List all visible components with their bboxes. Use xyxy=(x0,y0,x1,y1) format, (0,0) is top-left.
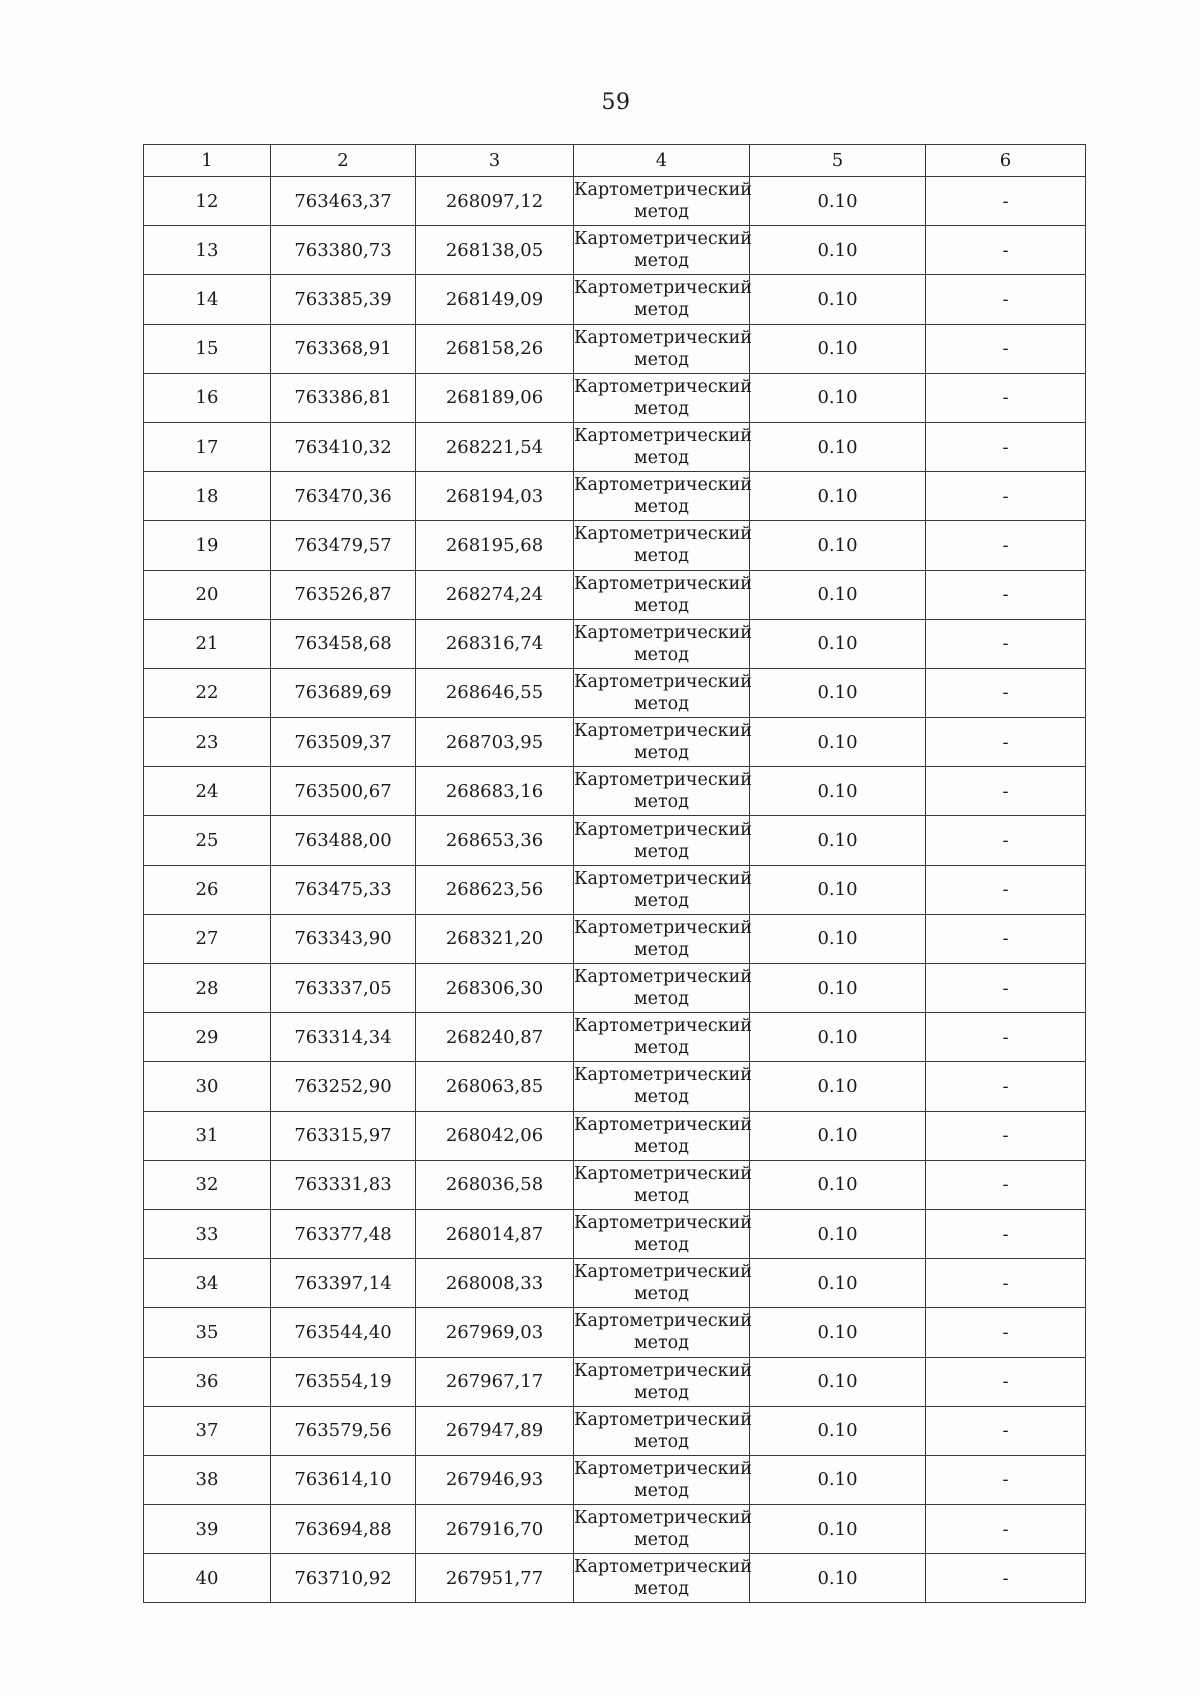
x-coordinate-cell: 763479,57 xyxy=(271,521,416,570)
method-line-1: Картометрический xyxy=(574,721,752,742)
y-coordinate-cell: 268042,06 xyxy=(416,1111,574,1160)
y-coordinate-cell: 268158,26 xyxy=(416,324,574,373)
accuracy-cell: 0.10 xyxy=(750,1308,926,1357)
method-line-1: Картометрический xyxy=(574,376,752,397)
note-cell: - xyxy=(926,1357,1086,1406)
method-line-1: Картометрический xyxy=(574,622,752,643)
table-row xyxy=(144,1160,1086,1209)
method-line-2: метод xyxy=(634,1136,689,1157)
x-coordinate-cell: 763526,87 xyxy=(271,570,416,619)
method-line-1: Картометрический xyxy=(574,1262,752,1283)
note-cell: - xyxy=(926,914,1086,963)
method-line-1: Картометрический xyxy=(574,524,752,545)
method-line-1: Картометрический xyxy=(574,1557,752,1578)
point-number-cell: 13 xyxy=(144,226,271,275)
x-coordinate-cell: 763252,90 xyxy=(271,1062,416,1111)
note-cell: - xyxy=(926,1111,1086,1160)
y-coordinate-cell: 268149,09 xyxy=(416,275,574,324)
method-line-1: Картометрический xyxy=(574,671,752,692)
x-coordinate-cell: 763343,90 xyxy=(271,914,416,963)
method-line-2: метод xyxy=(634,890,689,911)
accuracy-cell: 0.10 xyxy=(750,1013,926,1062)
y-coordinate-cell: 268703,95 xyxy=(416,718,574,767)
note-cell: - xyxy=(926,1455,1086,1504)
table-row xyxy=(144,1308,1086,1357)
note-cell: - xyxy=(926,718,1086,767)
method-line-2: метод xyxy=(634,546,689,567)
method-cell xyxy=(574,865,750,914)
x-coordinate-cell: 763579,56 xyxy=(271,1406,416,1455)
y-coordinate-cell: 267951,77 xyxy=(416,1554,574,1603)
accuracy-cell: 0.10 xyxy=(750,619,926,668)
x-coordinate-cell: 763377,48 xyxy=(271,1209,416,1258)
method-line-1: Картометрический xyxy=(574,180,752,201)
note-cell: - xyxy=(926,1259,1086,1308)
point-number-cell: 18 xyxy=(144,472,271,521)
table-row xyxy=(144,1406,1086,1455)
table-row xyxy=(144,373,1086,422)
method-line-1: Картометрический xyxy=(574,278,752,299)
y-coordinate-cell: 268195,68 xyxy=(416,521,574,570)
point-number-cell: 15 xyxy=(144,324,271,373)
method-cell xyxy=(574,914,750,963)
method-line-2: метод xyxy=(634,300,689,321)
method-line-1: Картометрический xyxy=(574,327,752,348)
x-coordinate-cell: 763314,34 xyxy=(271,1013,416,1062)
method-line-1: Картометрический xyxy=(574,1360,752,1381)
method-cell xyxy=(574,964,750,1013)
note-cell: - xyxy=(926,275,1086,324)
accuracy-cell: 0.10 xyxy=(750,1209,926,1258)
accuracy-cell: 0.10 xyxy=(750,1111,926,1160)
accuracy-cell: 0.10 xyxy=(750,373,926,422)
method-line-1: Картометрический xyxy=(574,1409,752,1430)
table-row xyxy=(144,422,1086,471)
method-cell xyxy=(574,1455,750,1504)
point-number-cell: 20 xyxy=(144,570,271,619)
point-number-cell: 40 xyxy=(144,1554,271,1603)
note-cell: - xyxy=(926,1308,1086,1357)
note-cell: - xyxy=(926,373,1086,422)
y-coordinate-cell: 267967,17 xyxy=(416,1357,574,1406)
x-coordinate-cell: 763386,81 xyxy=(271,373,416,422)
x-coordinate-cell: 763689,69 xyxy=(271,668,416,717)
point-number-cell: 25 xyxy=(144,816,271,865)
method-line-2: метод xyxy=(634,792,689,813)
table-row xyxy=(144,1209,1086,1258)
method-cell xyxy=(574,1357,750,1406)
note-cell: - xyxy=(926,177,1086,226)
note-cell: - xyxy=(926,865,1086,914)
point-number-cell: 32 xyxy=(144,1160,271,1209)
method-cell xyxy=(574,226,750,275)
column-header-6: 6 xyxy=(926,145,1086,177)
y-coordinate-cell: 268221,54 xyxy=(416,422,574,471)
y-coordinate-cell: 268014,87 xyxy=(416,1209,574,1258)
x-coordinate-cell: 763488,00 xyxy=(271,816,416,865)
note-cell: - xyxy=(926,1062,1086,1111)
accuracy-cell: 0.10 xyxy=(750,718,926,767)
method-line-1: Картометрический xyxy=(574,1016,752,1037)
x-coordinate-cell: 763368,91 xyxy=(271,324,416,373)
method-line-2: метод xyxy=(634,595,689,616)
method-line-1: Картометрический xyxy=(574,1213,752,1234)
method-line-1: Картометрический xyxy=(574,819,752,840)
method-line-1: Картометрический xyxy=(574,917,752,938)
point-number-cell: 12 xyxy=(144,177,271,226)
note-cell: - xyxy=(926,668,1086,717)
accuracy-cell: 0.10 xyxy=(750,177,926,226)
x-coordinate-cell: 763397,14 xyxy=(271,1259,416,1308)
method-line-2: метод xyxy=(634,743,689,764)
point-number-cell: 33 xyxy=(144,1209,271,1258)
method-cell xyxy=(574,668,750,717)
y-coordinate-cell: 268306,30 xyxy=(416,964,574,1013)
table-row xyxy=(144,1259,1086,1308)
method-line-2: метод xyxy=(634,1087,689,1108)
note-cell: - xyxy=(926,1406,1086,1455)
table-row xyxy=(144,964,1086,1013)
method-line-2: метод xyxy=(634,693,689,714)
x-coordinate-cell: 763410,32 xyxy=(271,422,416,471)
method-cell xyxy=(574,767,750,816)
point-number-cell: 22 xyxy=(144,668,271,717)
method-cell xyxy=(574,1062,750,1111)
method-line-1: Картометрический xyxy=(574,1311,752,1332)
note-cell: - xyxy=(926,1209,1086,1258)
method-line-2: метод xyxy=(634,497,689,518)
method-line-2: метод xyxy=(634,1431,689,1452)
point-number-cell: 24 xyxy=(144,767,271,816)
note-cell: - xyxy=(926,422,1086,471)
method-line-2: метод xyxy=(634,644,689,665)
column-header-4: 4 xyxy=(574,145,750,177)
method-cell xyxy=(574,373,750,422)
accuracy-cell: 0.10 xyxy=(750,422,926,471)
method-cell xyxy=(574,177,750,226)
method-line-1: Картометрический xyxy=(574,1065,752,1086)
accuracy-cell: 0.10 xyxy=(750,472,926,521)
column-header-2: 2 xyxy=(271,145,416,177)
table-row xyxy=(144,177,1086,226)
accuracy-cell: 0.10 xyxy=(750,1406,926,1455)
x-coordinate-cell: 763380,73 xyxy=(271,226,416,275)
note-cell: - xyxy=(926,964,1086,1013)
table-row xyxy=(144,1357,1086,1406)
accuracy-cell: 0.10 xyxy=(750,324,926,373)
y-coordinate-cell: 267969,03 xyxy=(416,1308,574,1357)
method-cell xyxy=(574,1013,750,1062)
method-line-2: метод xyxy=(634,1333,689,1354)
method-line-2: метод xyxy=(634,251,689,272)
note-cell: - xyxy=(926,1505,1086,1554)
y-coordinate-cell: 268316,74 xyxy=(416,619,574,668)
method-line-1: Картометрический xyxy=(574,1508,752,1529)
point-number-cell: 30 xyxy=(144,1062,271,1111)
y-coordinate-cell: 268653,36 xyxy=(416,816,574,865)
table-row xyxy=(144,275,1086,324)
note-cell: - xyxy=(926,619,1086,668)
point-number-cell: 26 xyxy=(144,865,271,914)
accuracy-cell: 0.10 xyxy=(750,668,926,717)
x-coordinate-cell: 763554,19 xyxy=(271,1357,416,1406)
x-coordinate-cell: 763475,33 xyxy=(271,865,416,914)
y-coordinate-cell: 268063,85 xyxy=(416,1062,574,1111)
method-cell xyxy=(574,1406,750,1455)
method-line-1: Картометрический xyxy=(574,426,752,447)
accuracy-cell: 0.10 xyxy=(750,1259,926,1308)
table-row xyxy=(144,1505,1086,1554)
note-cell: - xyxy=(926,1160,1086,1209)
method-line-1: Картометрический xyxy=(574,967,752,988)
accuracy-cell: 0.10 xyxy=(750,1160,926,1209)
table-row xyxy=(144,1111,1086,1160)
x-coordinate-cell: 763544,40 xyxy=(271,1308,416,1357)
method-line-2: метод xyxy=(634,202,689,223)
method-line-2: метод xyxy=(634,1382,689,1403)
method-line-2: метод xyxy=(634,1235,689,1256)
table-body xyxy=(144,177,1086,1603)
note-cell: - xyxy=(926,1013,1086,1062)
method-cell xyxy=(574,1505,750,1554)
note-cell: - xyxy=(926,767,1086,816)
note-cell: - xyxy=(926,1554,1086,1603)
method-cell xyxy=(574,619,750,668)
method-cell xyxy=(574,718,750,767)
point-number-cell: 27 xyxy=(144,914,271,963)
accuracy-cell: 0.10 xyxy=(750,964,926,1013)
method-line-2: метод xyxy=(634,398,689,419)
method-line-1: Картометрический xyxy=(574,229,752,250)
y-coordinate-cell: 268240,87 xyxy=(416,1013,574,1062)
x-coordinate-cell: 763458,68 xyxy=(271,619,416,668)
y-coordinate-cell: 268008,33 xyxy=(416,1259,574,1308)
method-cell xyxy=(574,275,750,324)
method-cell xyxy=(574,1111,750,1160)
y-coordinate-cell: 267916,70 xyxy=(416,1505,574,1554)
accuracy-cell: 0.10 xyxy=(750,767,926,816)
method-line-1: Картометрический xyxy=(574,868,752,889)
y-coordinate-cell: 268683,16 xyxy=(416,767,574,816)
column-header-3: 3 xyxy=(416,145,574,177)
method-cell xyxy=(574,472,750,521)
method-line-1: Картометрический xyxy=(574,1458,752,1479)
note-cell: - xyxy=(926,570,1086,619)
method-line-2: метод xyxy=(634,1284,689,1305)
page-number: 59 xyxy=(601,90,631,115)
accuracy-cell: 0.10 xyxy=(750,521,926,570)
method-cell xyxy=(574,1554,750,1603)
accuracy-cell: 0.10 xyxy=(750,570,926,619)
table-row xyxy=(144,1554,1086,1603)
accuracy-cell: 0.10 xyxy=(750,1357,926,1406)
method-line-2: метод xyxy=(634,448,689,469)
point-number-cell: 39 xyxy=(144,1505,271,1554)
table-row xyxy=(144,472,1086,521)
point-number-cell: 23 xyxy=(144,718,271,767)
point-number-cell: 16 xyxy=(144,373,271,422)
note-cell: - xyxy=(926,324,1086,373)
note-cell: - xyxy=(926,472,1086,521)
table-row xyxy=(144,570,1086,619)
note-cell: - xyxy=(926,816,1086,865)
y-coordinate-cell: 268036,58 xyxy=(416,1160,574,1209)
method-line-2: метод xyxy=(634,1480,689,1501)
method-line-2: метод xyxy=(634,1530,689,1551)
y-coordinate-cell: 267946,93 xyxy=(416,1455,574,1504)
method-cell xyxy=(574,816,750,865)
column-header-1: 1 xyxy=(144,145,271,177)
table-row xyxy=(144,1062,1086,1111)
x-coordinate-cell: 763315,97 xyxy=(271,1111,416,1160)
point-number-cell: 21 xyxy=(144,619,271,668)
y-coordinate-cell: 268194,03 xyxy=(416,472,574,521)
accuracy-cell: 0.10 xyxy=(750,914,926,963)
table-row xyxy=(144,718,1086,767)
method-line-1: Картометрический xyxy=(574,1163,752,1184)
x-coordinate-cell: 763331,83 xyxy=(271,1160,416,1209)
method-line-2: метод xyxy=(634,1185,689,1206)
point-number-cell: 31 xyxy=(144,1111,271,1160)
table-header-row xyxy=(144,145,1086,177)
table-row xyxy=(144,1455,1086,1504)
method-cell xyxy=(574,570,750,619)
method-line-1: Картометрический xyxy=(574,1114,752,1135)
point-number-cell: 35 xyxy=(144,1308,271,1357)
note-cell: - xyxy=(926,521,1086,570)
table-row xyxy=(144,226,1086,275)
table-row xyxy=(144,816,1086,865)
table-row xyxy=(144,668,1086,717)
point-number-cell: 28 xyxy=(144,964,271,1013)
point-number-cell: 36 xyxy=(144,1357,271,1406)
y-coordinate-cell: 268138,05 xyxy=(416,226,574,275)
y-coordinate-cell: 268321,20 xyxy=(416,914,574,963)
method-line-1: Картометрический xyxy=(574,573,752,594)
table-row xyxy=(144,914,1086,963)
x-coordinate-cell: 763710,92 xyxy=(271,1554,416,1603)
point-number-cell: 34 xyxy=(144,1259,271,1308)
x-coordinate-cell: 763614,10 xyxy=(271,1455,416,1504)
method-cell xyxy=(574,422,750,471)
method-cell xyxy=(574,324,750,373)
method-cell xyxy=(574,1308,750,1357)
method-line-1: Картометрический xyxy=(574,770,752,791)
accuracy-cell: 0.10 xyxy=(750,1062,926,1111)
y-coordinate-cell: 268189,06 xyxy=(416,373,574,422)
x-coordinate-cell: 763337,05 xyxy=(271,964,416,1013)
point-number-cell: 38 xyxy=(144,1455,271,1504)
table-row xyxy=(144,521,1086,570)
y-coordinate-cell: 267947,89 xyxy=(416,1406,574,1455)
coordinates-table xyxy=(143,144,1086,1603)
method-line-2: метод xyxy=(634,1579,689,1600)
x-coordinate-cell: 763463,37 xyxy=(271,177,416,226)
y-coordinate-cell: 268623,56 xyxy=(416,865,574,914)
method-line-2: метод xyxy=(634,939,689,960)
accuracy-cell: 0.10 xyxy=(750,816,926,865)
table-row xyxy=(144,865,1086,914)
x-coordinate-cell: 763694,88 xyxy=(271,1505,416,1554)
accuracy-cell: 0.10 xyxy=(750,1554,926,1603)
table-row xyxy=(144,767,1086,816)
method-line-2: метод xyxy=(634,349,689,370)
accuracy-cell: 0.10 xyxy=(750,226,926,275)
point-number-cell: 37 xyxy=(144,1406,271,1455)
point-number-cell: 14 xyxy=(144,275,271,324)
table-row xyxy=(144,324,1086,373)
method-cell xyxy=(574,1259,750,1308)
y-coordinate-cell: 268646,55 xyxy=(416,668,574,717)
y-coordinate-cell: 268274,24 xyxy=(416,570,574,619)
method-cell xyxy=(574,521,750,570)
accuracy-cell: 0.10 xyxy=(750,1455,926,1504)
point-number-cell: 17 xyxy=(144,422,271,471)
accuracy-cell: 0.10 xyxy=(750,865,926,914)
point-number-cell: 19 xyxy=(144,521,271,570)
table-row xyxy=(144,1013,1086,1062)
method-line-2: метод xyxy=(634,989,689,1010)
x-coordinate-cell: 763509,37 xyxy=(271,718,416,767)
method-line-1: Картометрический xyxy=(574,475,752,496)
accuracy-cell: 0.10 xyxy=(750,275,926,324)
point-number-cell: 29 xyxy=(144,1013,271,1062)
x-coordinate-cell: 763385,39 xyxy=(271,275,416,324)
table-row xyxy=(144,619,1086,668)
method-line-2: метод xyxy=(634,841,689,862)
x-coordinate-cell: 763500,67 xyxy=(271,767,416,816)
method-cell xyxy=(574,1209,750,1258)
note-cell: - xyxy=(926,226,1086,275)
method-cell xyxy=(574,1160,750,1209)
accuracy-cell: 0.10 xyxy=(750,1505,926,1554)
column-header-5: 5 xyxy=(750,145,926,177)
x-coordinate-cell: 763470,36 xyxy=(271,472,416,521)
y-coordinate-cell: 268097,12 xyxy=(416,177,574,226)
method-line-2: метод xyxy=(634,1038,689,1059)
